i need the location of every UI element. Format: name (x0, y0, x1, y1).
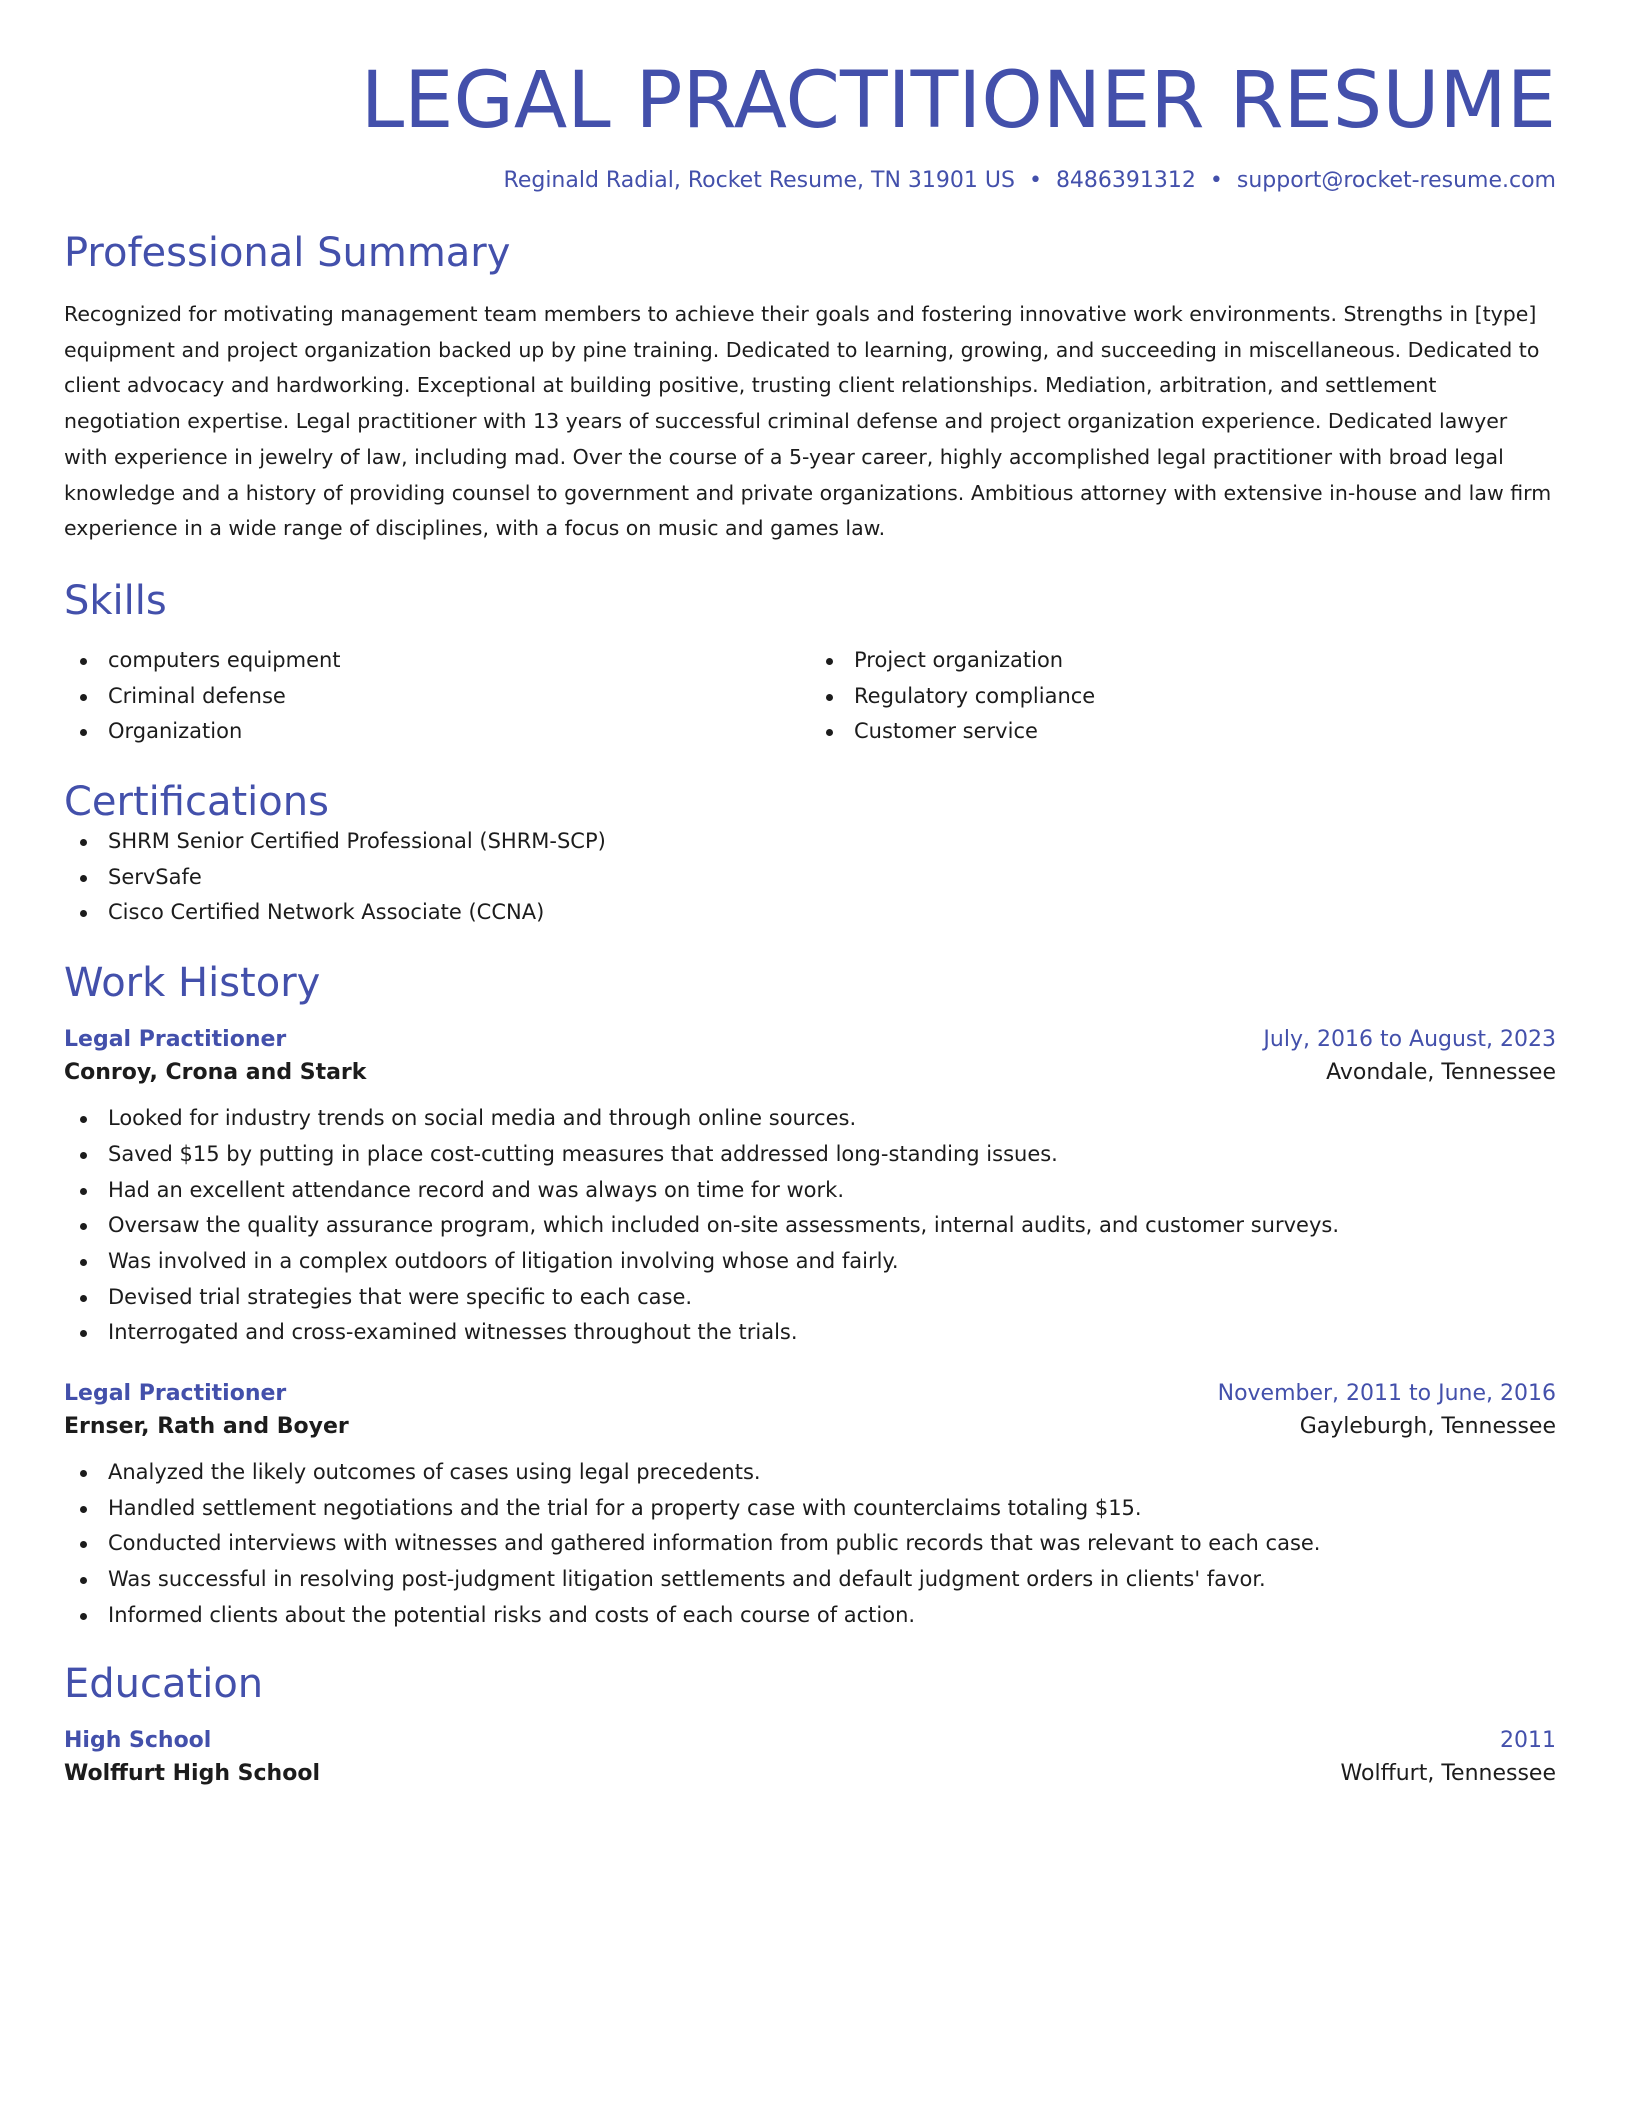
job-bullet: Interrogated and cross-examined witnesses throughout the trials. (64, 1315, 1556, 1351)
bullet-icon (80, 1330, 87, 1337)
contact-email[interactable]: support@rocket-resume.com (1236, 168, 1556, 193)
job-bullet: Analyzed the likely outcomes of cases using legal precedents. (64, 1455, 1556, 1491)
job-bullet: Was involved in a complex outdoors of litigation involving whose and fairly. (64, 1244, 1556, 1280)
job-bullet: Saved $15 by putting in place cost-cutting measures that addressed long-standing issues. (64, 1137, 1556, 1173)
education-heading: Education (64, 1660, 264, 1707)
job-dates: July, 2016 to August, 2023 (1263, 1027, 1556, 1053)
education-degree: High School (64, 1727, 212, 1753)
job-title: Legal Practitioner (64, 1381, 287, 1407)
work-history-heading: Work History (64, 960, 321, 1007)
bullet-icon (80, 1223, 87, 1230)
bullet-icon (80, 1295, 87, 1302)
job-title: Legal Practitioner (64, 1027, 287, 1053)
bullet-icon (80, 1152, 87, 1159)
skill-item: Regulatory compliance (810, 679, 1556, 715)
skill-item: Organization (64, 714, 810, 750)
resume-title: LEGAL PRACTITIONER RESUME (360, 56, 1556, 146)
bullet-icon (80, 694, 87, 701)
certifications-heading: Certifications (64, 779, 329, 826)
resume-page (64, 40, 1556, 1786)
contact-separator: • (1209, 168, 1223, 193)
bullet-icon (80, 1116, 87, 1123)
job-bullet: Handled settlement negotiations and the trial for a property case with counterclaims totaling $15. (64, 1491, 1556, 1527)
job-bullet: Devised trial strategies that were specific to each case. (64, 1280, 1556, 1316)
job-subheader (64, 1414, 1556, 1439)
contact-phone: 8486391312 (1055, 168, 1196, 193)
skill-item: computers equipment (64, 643, 810, 679)
skill-item: Project organization (810, 643, 1556, 679)
skill-item: Criminal defense (64, 679, 810, 715)
job-bullets (64, 1455, 1556, 1634)
job-subheader (64, 1060, 1556, 1085)
contact-separator: • (1028, 168, 1042, 193)
contact-line (64, 168, 1556, 193)
skills-column-left (64, 643, 810, 750)
job-bullet: Conducted interviews with witnesses and gathered information from public records that was relevant to each case. (64, 1526, 1556, 1562)
bullet-icon (826, 729, 833, 736)
bullet-icon (826, 658, 833, 665)
bullet-icon (826, 694, 833, 701)
job-bullet: Was successful in resolving post-judgment litigation settlements and default judgment orders in clients' favor. (64, 1562, 1556, 1598)
job-employer: Conroy, Crona and Stark (64, 1060, 367, 1086)
bullet-icon (80, 910, 87, 917)
education-location: Wolffurt, Tennessee (1340, 1760, 1556, 1786)
education-subheader (64, 1761, 1556, 1786)
bullet-icon (80, 658, 87, 665)
skill-item: Customer service (810, 714, 1556, 750)
bullet-icon (80, 1470, 87, 1477)
bullet-icon (80, 729, 87, 736)
job-bullet: Looked for industry trends on social media and through online sources. (64, 1101, 1556, 1137)
bullet-icon (80, 839, 87, 846)
contact-address: Reginald Radial, Rocket Resume, TN 31901 US (503, 168, 1015, 193)
education-header (64, 1728, 1556, 1753)
certification-item: Cisco Certified Network Associate (CCNA) (64, 895, 1556, 931)
education-school: Wolffurt High School (64, 1760, 320, 1786)
bullet-icon (80, 1577, 87, 1584)
job-dates: November, 2011 to June, 2016 (1217, 1381, 1556, 1407)
summary-heading: Professional Summary (64, 230, 511, 276)
skills-heading: Skills (64, 577, 167, 624)
job-entry (64, 1381, 1556, 1634)
certification-item: ServSafe (64, 860, 1556, 896)
education-year: 2011 (1500, 1727, 1556, 1753)
job-header (64, 1381, 1556, 1406)
bullet-icon (80, 1613, 87, 1620)
job-employer: Ernser, Rath and Boyer (64, 1414, 349, 1440)
bullet-icon (80, 1541, 87, 1548)
bullet-icon (80, 1506, 87, 1513)
job-location: Avondale, Tennessee (1326, 1060, 1556, 1086)
job-bullet: Oversaw the quality assurance program, which included on-site assessments, internal audits, and customer surveys. (64, 1208, 1556, 1244)
job-location: Gayleburgh, Tennessee (1299, 1414, 1556, 1440)
job-bullet: Informed clients about the potential risks and costs of each course of action. (64, 1598, 1556, 1634)
education-entry (64, 1728, 1556, 1786)
summary-text: Recognized for motivating management team members to achieve their goals and fostering innovative work environments. Strengths in [type] equipment and project organization backed up by pine training. Dedicated to learning, growing, and succeeding in miscellaneous. Dedicated to client advocacy and hardworking. Exceptional at building positive, trusting client relationships. Mediation, arbitration, and settlement negotiation expertise. Legal practitioner with 13 years of successful criminal defense and project organization experience. Dedicated lawyer with experience in jewelry of law, including mad. Over the course of a 5-year career, highly accomplished legal practitioner with broad legal knowledge and a history of providing counsel to government and private organizations. Ambitious attorney with extensive in-house and law firm experience in a wide range of disciplines, with a focus on music and games law. (64, 302, 1552, 541)
bullet-icon (80, 875, 87, 882)
job-header (64, 1027, 1556, 1052)
job-entry (64, 1027, 1556, 1351)
bullet-icon (80, 1188, 87, 1195)
skills-list (64, 643, 1556, 750)
skills-column-right (810, 643, 1556, 750)
bullet-icon (80, 1259, 87, 1266)
certifications-list (64, 824, 1556, 931)
certification-item: SHRM Senior Certified Professional (SHRM-SCP) (64, 824, 1556, 860)
job-bullets (64, 1101, 1556, 1351)
job-bullet: Had an excellent attendance record and was always on time for work. (64, 1173, 1556, 1209)
